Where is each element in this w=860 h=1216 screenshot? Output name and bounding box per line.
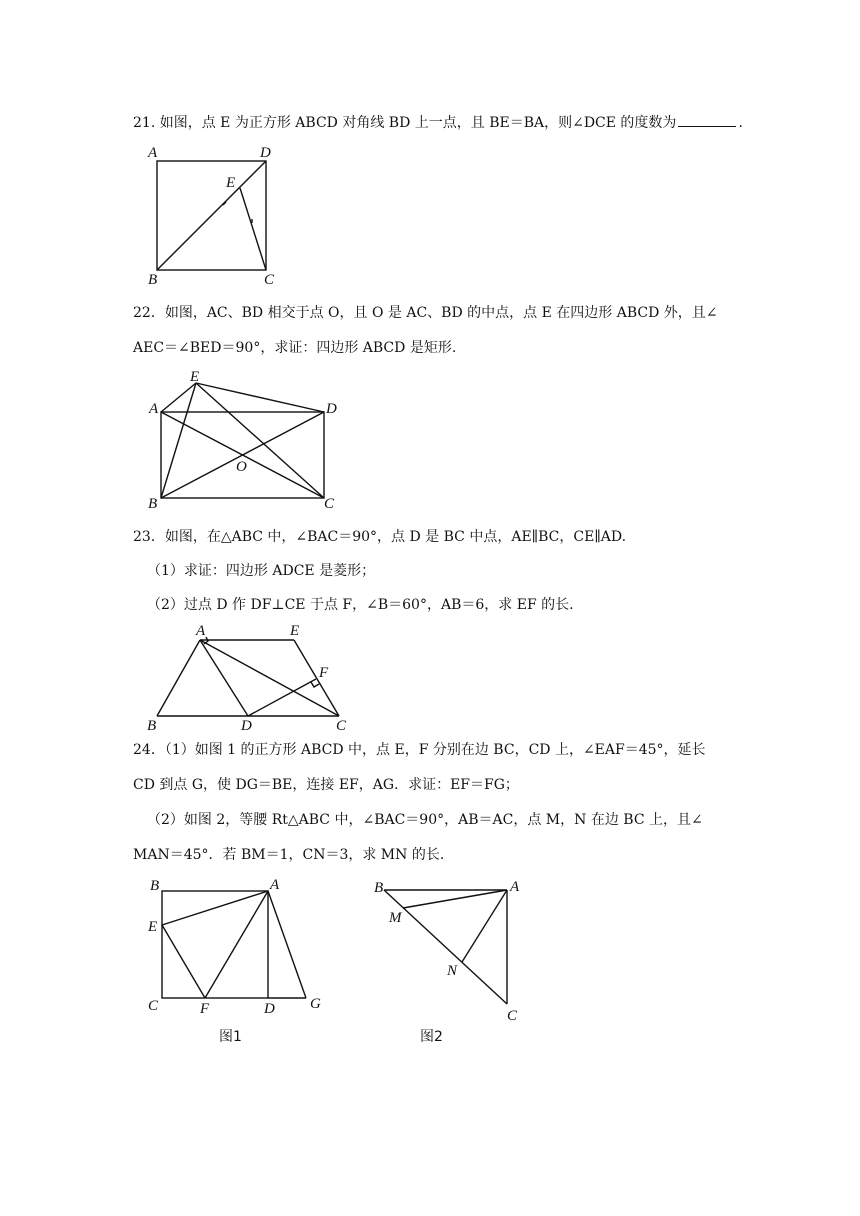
q24-line2: CD 到点 G，使 DG＝BE，连接 EF，AG．求证：EF＝FG；	[133, 777, 519, 793]
label-b: B	[374, 880, 384, 896]
segment-ad	[200, 640, 248, 716]
segment-am	[403, 890, 507, 908]
segment-eb	[161, 383, 196, 498]
label-c: C	[324, 496, 335, 512]
label-m: M	[389, 910, 402, 926]
q24-part2-line1: （2）如图 2，等腰 Rt△ABC 中，∠BAC＝90°，AB＝AC，点 M，N 在边 BC 上，且∠	[147, 812, 703, 828]
label-c: C	[336, 718, 347, 734]
label-e: E	[190, 369, 200, 385]
q24-part2-line2: MAN＝45°．若 BM＝1，CN＝3，求 MN 的长.	[133, 847, 445, 863]
segment-bc	[384, 890, 507, 1004]
segment-an	[462, 890, 507, 962]
rectangle-abcd	[161, 412, 324, 498]
label-b: B	[147, 718, 157, 734]
segment-ag	[268, 891, 306, 998]
segment-ae	[161, 383, 196, 412]
q24-line1: 24．（1）如图 1 的正方形 ABCD 中，点 E，F 分别在边 BC，CD 上，∠EAF＝45°，延长	[133, 742, 706, 758]
segment-ab	[157, 640, 200, 716]
label-b: B	[148, 496, 158, 512]
label-a: A	[148, 145, 158, 161]
segment-ec	[294, 640, 339, 716]
label-d: D	[326, 401, 337, 417]
label-g: G	[310, 996, 321, 1012]
label-c: C	[264, 272, 275, 288]
answer-blank	[678, 112, 736, 127]
label-o: O	[236, 459, 247, 475]
label-a: A	[196, 623, 206, 639]
label-f: F	[319, 665, 329, 681]
label-a: A	[270, 877, 280, 893]
label-b: B	[148, 272, 158, 288]
segment-ce	[240, 188, 266, 270]
tick-mark	[223, 202, 226, 205]
label-a: A	[149, 401, 159, 417]
q23-part2: （2）过点 D 作 DF⊥CE 于点 F，∠B＝60°，AB＝6，求 EF 的长.	[147, 597, 574, 613]
q22-line2: AEC＝∠BED＝90°，求证：四边形 ABCD 是矩形.	[133, 340, 457, 356]
label-f: F	[200, 1001, 210, 1017]
label-a: A	[510, 879, 520, 895]
label-e: E	[148, 919, 158, 935]
square-abcd	[162, 891, 268, 998]
diagonal-bd	[161, 412, 324, 498]
label-d: D	[260, 145, 271, 161]
label-d: D	[241, 718, 252, 734]
q22-line1: 22．如图，AC、BD 相交于点 O，且 O 是 AC、BD 的中点，点 E 在四边形 ABCD 外，且∠	[133, 305, 718, 321]
diagonal-bd	[157, 161, 266, 270]
label-c: C	[507, 1008, 518, 1024]
segment-ac	[200, 640, 339, 716]
figure-2-caption: 图2	[420, 1029, 443, 1045]
segment-ed	[196, 383, 324, 412]
right-angle-a	[204, 637, 208, 644]
segment-af	[205, 891, 268, 998]
segment-ef	[162, 925, 205, 998]
label-n: N	[447, 963, 458, 979]
label-b: B	[150, 878, 160, 894]
q21-end: .	[738, 115, 743, 131]
label-d: D	[264, 1001, 275, 1017]
q23-part1: （1）求证：四边形 ADCE 是菱形；	[147, 563, 376, 579]
square-abcd	[157, 161, 266, 270]
segment-df	[248, 679, 316, 716]
label-e: E	[290, 623, 300, 639]
label-e: E	[226, 175, 236, 191]
right-angle-f	[311, 682, 319, 687]
q23-line1: 23．如图，在△ABC 中，∠BAC＝90°，点 D 是 BC 中点，AE∥BC，CE∥AD.	[133, 529, 627, 545]
q21-stem: 21. 如图，点 E 为正方形 ABCD 对角线 BD 上一点，且 BE＝BA，则∠DCE 的度数为	[133, 115, 677, 131]
segment-ec	[196, 383, 324, 498]
label-c: C	[148, 998, 159, 1014]
figure-1-caption: 图1	[219, 1029, 242, 1045]
diagonal-ac	[161, 412, 324, 498]
segment-ae	[162, 891, 268, 925]
q21-text	[133, 112, 743, 133]
